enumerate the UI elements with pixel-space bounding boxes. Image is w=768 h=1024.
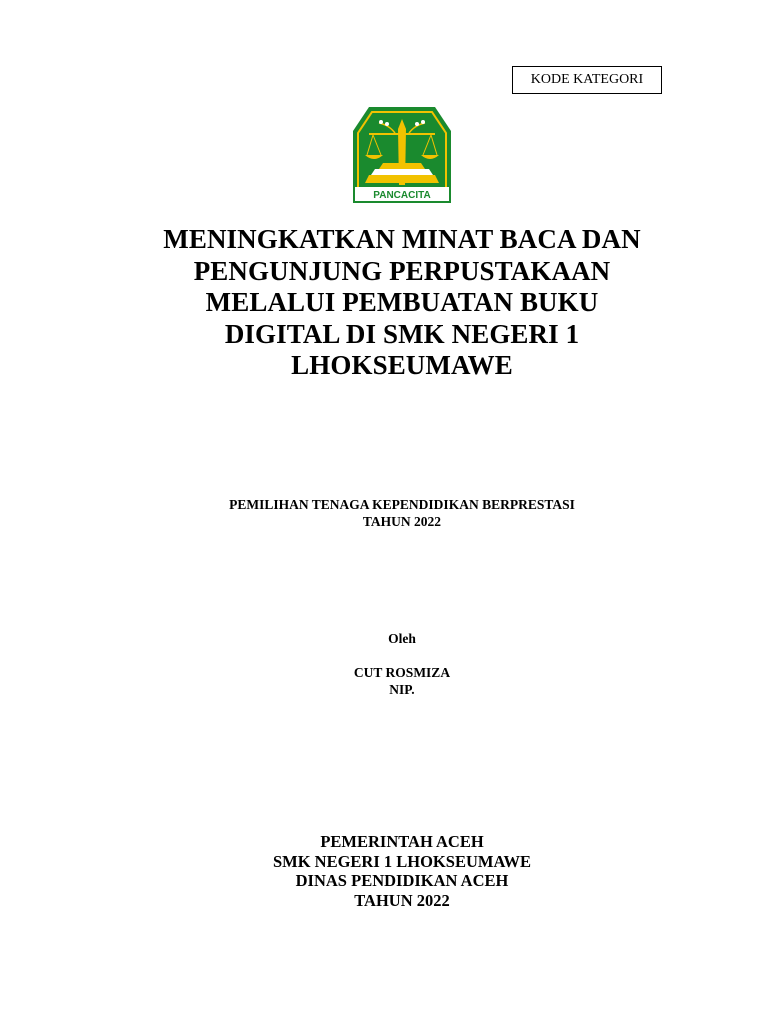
subtitle-line: PEMILIHAN TENAGA KEPENDIDIKAN BERPRESTASI [229, 497, 575, 512]
document-subtitle [84, 496, 720, 530]
title-line: PENGUNJUNG PERPUSTAKAAN [193, 255, 611, 286]
footer-line: TAHUN 2022 [354, 890, 450, 910]
title-line: DIGITAL DI SMK NEGERI 1 [224, 318, 580, 349]
author-block [84, 630, 720, 698]
oleh-label: Oleh [388, 631, 416, 646]
author-name: CUT ROSMIZA [353, 665, 451, 680]
institution-footer [84, 832, 720, 910]
logo-banner-text: PANCACITA [373, 190, 431, 201]
author-nip: NIP. [389, 682, 415, 697]
title-line: LHOKSEUMAWE [291, 350, 513, 380]
footer-line: SMK NEGERI 1 LHOKSEUMAWE [272, 851, 532, 871]
footer-line: PEMERINTAH ACEH [320, 832, 484, 851]
title-line: MELALUI PEMBUATAN BUKU [205, 287, 599, 317]
kode-kategori-box [512, 66, 662, 94]
footer-line: DINAS PENDIDIKAN ACEH [295, 871, 509, 890]
title-line: MENINGKATKAN MINAT BACA DAN [163, 224, 641, 254]
subtitle-line: TAHUN 2022 [362, 514, 442, 529]
aceh-pancacita-emblem-icon [349, 103, 455, 207]
document-title [84, 224, 720, 382]
kode-kategori-label: KODE KATEGORI [530, 72, 644, 87]
